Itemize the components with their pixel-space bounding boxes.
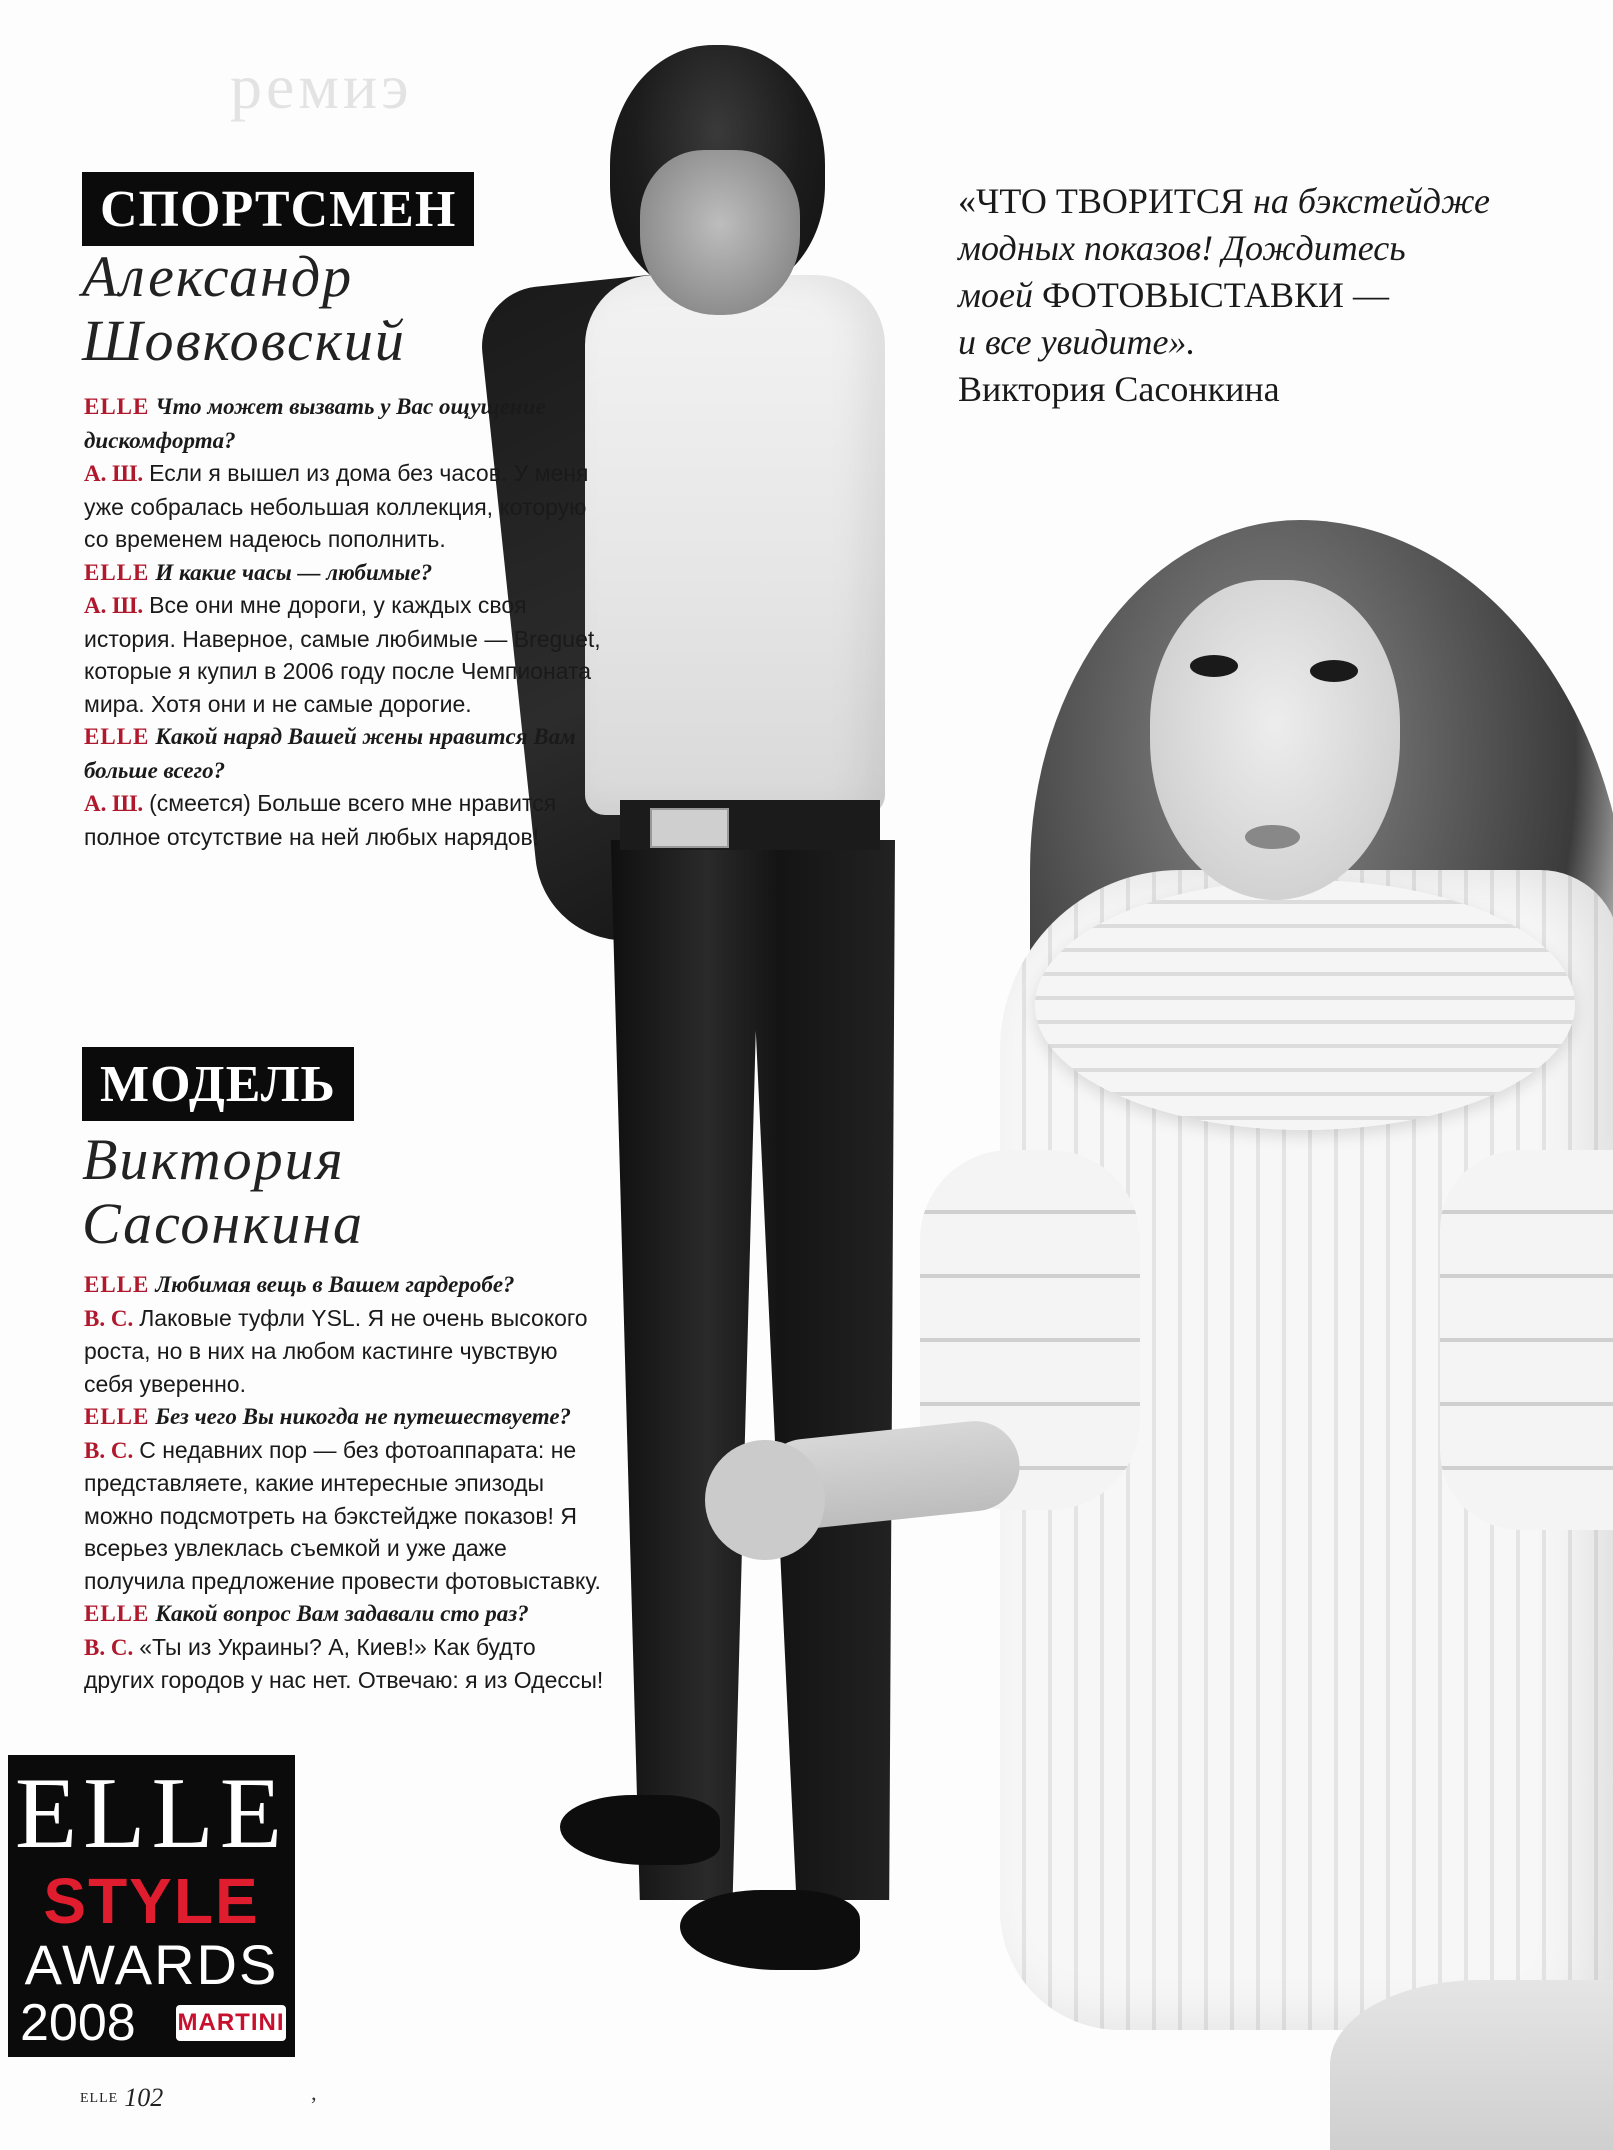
- logo-elle-wordmark: ELLE: [14, 1757, 289, 1870]
- elle-tag: ELLE: [84, 724, 150, 749]
- elle-tag: ELLE: [84, 1404, 150, 1429]
- answer-initials: В. С.: [84, 1305, 134, 1331]
- answer-initials: А. Ш.: [84, 461, 144, 486]
- interview-answer: [84, 1434, 604, 1598]
- quote-line: модных показов! Дождитесь: [958, 228, 1406, 268]
- answer-text: Все они мне дороги, у каждых своя история. Наверное, самые любимые — Breguet, которые я купил в 2006 году после Чемпионата мира. Хотя они и не самые дорогие.: [84, 592, 601, 717]
- answer-initials: А. Ш.: [84, 791, 144, 816]
- logo-awards-word: AWARDS: [24, 1933, 279, 1996]
- question-text: Без чего Вы никогда не путешествуете?: [155, 1404, 572, 1429]
- model-section-label: МОДЕЛЬ: [82, 1047, 354, 1121]
- quote-dash: —: [1343, 275, 1389, 315]
- pull-quote: [958, 178, 1598, 413]
- athlete-shirt: [585, 275, 885, 815]
- quote-caps: «ЧТО ТВОРИТСЯ: [958, 181, 1244, 221]
- answer-text: «Ты из Украины? А, Киев!» Как будто других городов у нас нет. Отвечаю: я из Одессы!: [84, 1633, 604, 1693]
- elle-tag: ELLE: [84, 1601, 150, 1626]
- martini-sponsor-badge: MARTINI: [176, 2005, 286, 2041]
- interview-question: [84, 1597, 604, 1631]
- quote-line: и все увидите».: [958, 322, 1196, 362]
- question-text: Какой наряд Вашей жены нравится Вам больше всего?: [84, 724, 576, 783]
- athlete-section-label: СПОРТСМЕН: [82, 172, 474, 246]
- model-name: [82, 1128, 364, 1256]
- model-interview: [84, 1268, 604, 1697]
- model-lips: [1245, 825, 1300, 849]
- interview-answer: [84, 1302, 604, 1401]
- elle-style-awards-logo: [8, 1755, 295, 2057]
- answer-initials: А. Ш.: [84, 593, 144, 618]
- logo-year: 2008: [20, 1994, 136, 2052]
- athlete-interview: [84, 390, 604, 853]
- question-text: Какой вопрос Вам задавали сто раз?: [155, 1601, 529, 1626]
- elle-tag: ELLE: [84, 1272, 150, 1297]
- elle-tag: ELLE: [84, 559, 150, 585]
- page-footer: [80, 2083, 163, 2113]
- quote-caps: ФОТОВЫСТАВКИ: [1041, 275, 1344, 315]
- model-face: [1150, 580, 1400, 900]
- athlete-trousers: [605, 840, 895, 1900]
- interview-answer: [84, 1631, 604, 1697]
- quote-line: [958, 178, 1598, 225]
- answer-initials: В. С.: [84, 1634, 134, 1660]
- athlete-face: [640, 150, 800, 315]
- model-collar: [1035, 880, 1575, 1130]
- interview-question: [84, 1400, 604, 1434]
- athlete-first-name: Александр: [82, 244, 354, 309]
- athlete-shoe-left: [560, 1795, 720, 1865]
- answer-text: Если я вышел из дома без часов. У меня уже собралась небольшая коллекция, которую со временем надеюсь пополнить.: [84, 460, 589, 552]
- model-sleeve-right: [1440, 1150, 1613, 1530]
- footer-mark: ‚: [310, 2080, 318, 2105]
- question-text: И какие часы — любимые?: [155, 559, 433, 585]
- answer-text: Лаковые туфли YSL. Я не очень высокого роста, но в них на любом кастинге чувствую себя уверенно.: [84, 1304, 588, 1397]
- answer-text: (смеется) Больше всего мне нравится полное отсутствие на ней любых нарядов!: [84, 790, 557, 850]
- model-first-name: Виктория: [82, 1127, 345, 1192]
- athlete-belt-buckle: [650, 808, 729, 848]
- interview-question: [84, 556, 604, 590]
- model-last-name: Сасонкина: [82, 1191, 365, 1256]
- answer-text: С недавних пор — без фотоаппарата: не представляете, какие интересные эпизоды можно подсмотреть на бэкстейдже показов! Я всерьез увлеклась съемкой и уже даже получила предложение провести фотовыставку.: [84, 1436, 601, 1594]
- question-text: Что может вызвать у Вас ощущение дискомфорта?: [84, 394, 546, 453]
- page-number: 102: [124, 2083, 164, 2112]
- model-hand: [705, 1440, 825, 1560]
- model-leg: [1330, 1980, 1613, 2150]
- athlete-last-name: Шовковский: [82, 308, 406, 373]
- interview-question: [84, 720, 604, 787]
- answer-initials: В. С.: [84, 1437, 134, 1463]
- model-eye-left: [1190, 655, 1238, 677]
- interview-answer: [84, 787, 604, 853]
- interview-answer: [84, 457, 604, 556]
- quote-italic: моей: [958, 275, 1042, 315]
- footer-brand: ELLE: [80, 2091, 119, 2106]
- watermark-text: ремиэ: [230, 51, 413, 122]
- model-eye-right: [1310, 660, 1358, 682]
- interview-question: [84, 1268, 604, 1302]
- quote-italic: на бэкстейдже: [1243, 181, 1490, 221]
- athlete-name: [82, 245, 406, 373]
- interview-question: [84, 390, 604, 457]
- quote-line: [958, 272, 1598, 319]
- elle-tag: ELLE: [84, 394, 150, 419]
- logo-style-word: STYLE: [43, 1865, 260, 1937]
- quote-author: Виктория Сасонкина: [958, 369, 1280, 409]
- athlete-shoe-right: [680, 1890, 860, 1970]
- question-text: Любимая вещь в Вашем гардеробе?: [155, 1272, 515, 1297]
- interview-answer: [84, 589, 604, 720]
